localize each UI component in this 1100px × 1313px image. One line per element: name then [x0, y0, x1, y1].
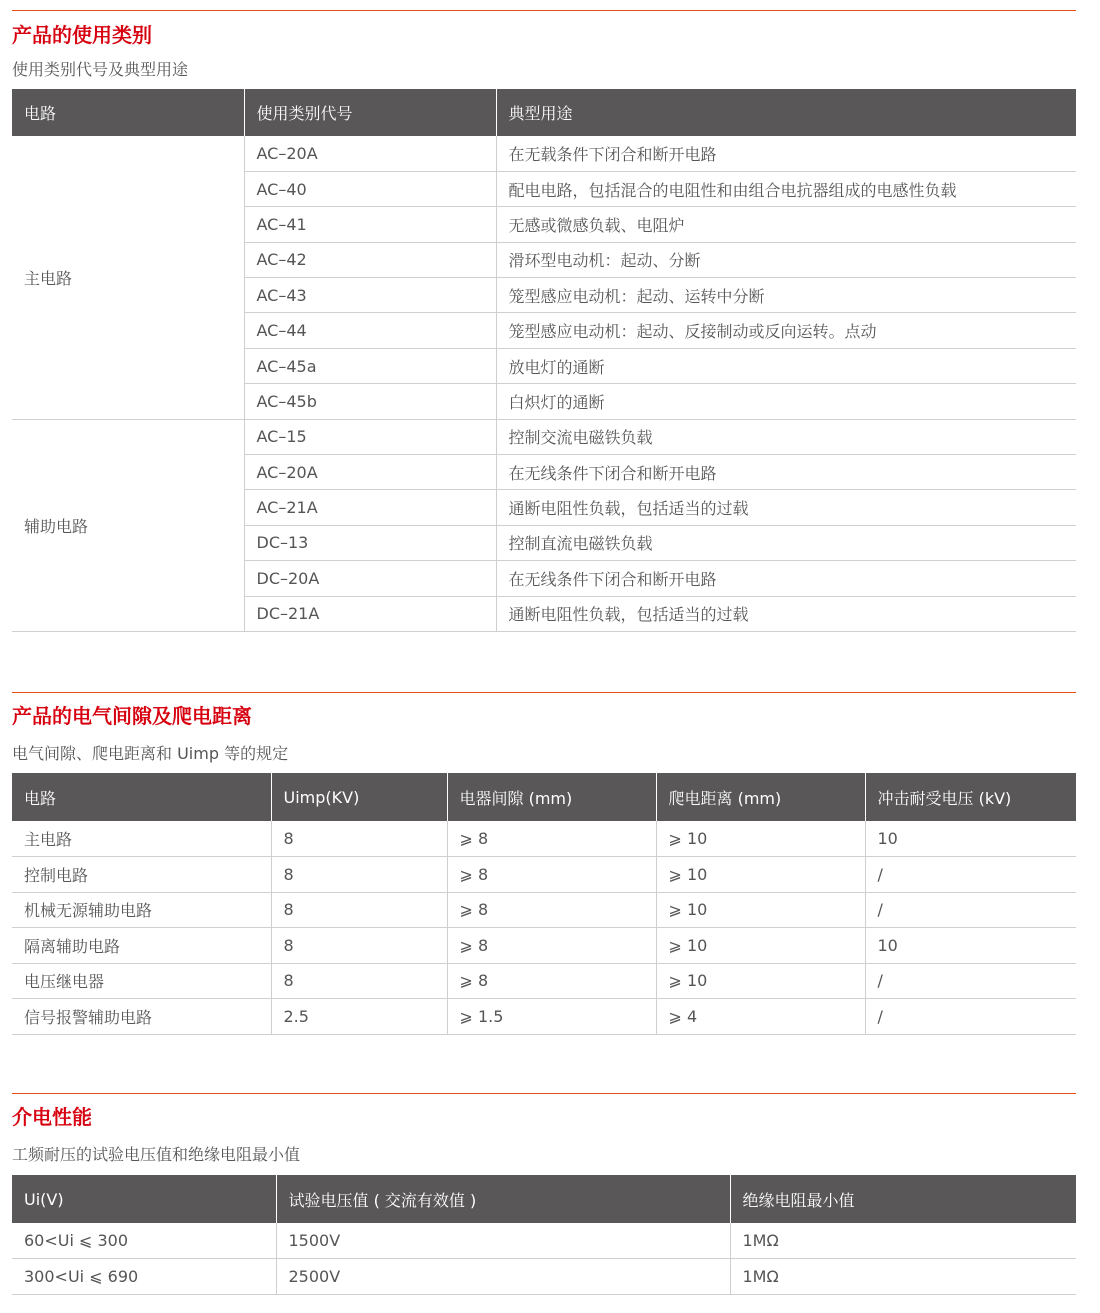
test-voltage-cell: 2500V [276, 1259, 730, 1295]
test-voltage-cell: 1500V [276, 1223, 730, 1259]
impulse-voltage-cell: / [865, 857, 1076, 893]
typical-use-cell: 在无载条件下闭合和断开电路 [496, 136, 1076, 171]
category-code-cell: AC–42 [244, 242, 496, 277]
category-code-cell: AC–40 [244, 171, 496, 206]
header-test-voltage: 试验电压值 ( 交流有效值 ) [276, 1175, 730, 1223]
clearance-table [12, 773, 1076, 1035]
impulse-voltage-cell: 10 [865, 928, 1076, 964]
typical-use-cell: 白炽灯的通断 [496, 384, 1076, 419]
header-impulse-voltage: 冲击耐受电压 (kV) [865, 773, 1076, 821]
category-code-cell: AC–15 [244, 419, 496, 454]
category-code-cell: AC–45a [244, 348, 496, 383]
category-code-cell: DC–21A [244, 596, 496, 631]
category-code-cell: DC–13 [244, 525, 496, 560]
category-code-cell: AC–41 [244, 207, 496, 242]
impulse-voltage-cell: / [865, 999, 1076, 1035]
creepage-cell: ⩾ 10 [656, 928, 865, 964]
section-divider [12, 1093, 1076, 1094]
circuit-cell: 信号报警辅助电路 [12, 999, 271, 1035]
typical-use-cell: 滑环型电动机：起动、分断 [496, 242, 1076, 277]
typical-use-cell: 配电电路，包括混合的电阻性和由组合电抗器组成的电感性负载 [496, 171, 1076, 206]
table-row [12, 821, 1076, 857]
table-header-row [12, 89, 1076, 136]
section-divider [12, 10, 1076, 11]
circuit-group-cell: 主电路 [12, 136, 244, 419]
table-row [12, 1223, 1076, 1259]
clearance-cell: ⩾ 8 [447, 963, 656, 999]
table-row [12, 999, 1076, 1035]
uimp-cell: 2.5 [271, 999, 447, 1035]
usage-section-title: 产品的使用类别 [12, 23, 152, 47]
min-insulation-resistance-cell: 1MΩ [730, 1259, 1076, 1295]
header-typical-use: 典型用途 [496, 89, 1076, 136]
category-code-cell: DC–20A [244, 561, 496, 596]
impulse-voltage-cell: / [865, 963, 1076, 999]
uimp-cell: 8 [271, 892, 447, 928]
circuit-cell: 电压继电器 [12, 963, 271, 999]
uimp-cell: 8 [271, 928, 447, 964]
category-code-cell: AC–43 [244, 278, 496, 313]
typical-use-cell: 在无线条件下闭合和断开电路 [496, 455, 1076, 490]
typical-use-cell: 通断电阻性负载，包括适当的过载 [496, 490, 1076, 525]
creepage-cell: ⩾ 10 [656, 892, 865, 928]
clearance-section-subtitle: 电气间隙、爬电距离和 Uimp 等的规定 [12, 744, 289, 763]
category-code-cell: AC–20A [244, 455, 496, 490]
circuit-cell: 机械无源辅助电路 [12, 892, 271, 928]
clearance-cell: ⩾ 8 [447, 928, 656, 964]
impulse-voltage-cell: / [865, 892, 1076, 928]
clearance-cell: ⩾ 8 [447, 857, 656, 893]
header-circuit: 电路 [12, 773, 271, 821]
clearance-cell: ⩾ 8 [447, 892, 656, 928]
table-header-row [12, 773, 1076, 821]
usage-category-table [12, 89, 1076, 632]
circuit-cell: 隔离辅助电路 [12, 928, 271, 964]
dielectric-section-title: 介电性能 [12, 1105, 92, 1129]
category-code-cell: AC–21A [244, 490, 496, 525]
table-row [12, 1259, 1076, 1295]
table-row [12, 136, 1076, 171]
creepage-cell: ⩾ 10 [656, 857, 865, 893]
dielectric-section-subtitle: 工频耐压的试验电压值和绝缘电阻最小值 [12, 1145, 301, 1164]
circuit-group-cell: 辅助电路 [12, 419, 244, 631]
circuit-cell: 主电路 [12, 821, 271, 857]
typical-use-cell: 笼型感应电动机：起动、反接制动或反向运转。点动 [496, 313, 1076, 348]
uimp-cell: 8 [271, 821, 447, 857]
uimp-cell: 8 [271, 857, 447, 893]
ui-cell: 300<Ui ⩽ 690 [12, 1259, 276, 1295]
creepage-cell: ⩾ 10 [656, 821, 865, 857]
header-clearance: 电器间隙 (mm) [447, 773, 656, 821]
table-row [12, 963, 1076, 999]
typical-use-cell: 放电灯的通断 [496, 348, 1076, 383]
table-row [12, 928, 1076, 964]
min-insulation-resistance-cell: 1MΩ [730, 1223, 1076, 1259]
dielectric-table [12, 1175, 1076, 1295]
clearance-section-title: 产品的电气间隙及爬电距离 [12, 704, 252, 728]
table-row [12, 857, 1076, 893]
category-code-cell: AC–44 [244, 313, 496, 348]
table-row [12, 892, 1076, 928]
table-row [12, 419, 1076, 454]
header-creepage: 爬电距离 (mm) [656, 773, 865, 821]
creepage-cell: ⩾ 10 [656, 963, 865, 999]
header-uimp: Uimp(KV) [271, 773, 447, 821]
uimp-cell: 8 [271, 963, 447, 999]
clearance-cell: ⩾ 1.5 [447, 999, 656, 1035]
usage-section-subtitle: 使用类别代号及典型用途 [12, 60, 189, 79]
circuit-cell: 控制电路 [12, 857, 271, 893]
table-header-row [12, 1175, 1076, 1223]
header-ui: Ui(V) [12, 1175, 276, 1223]
header-circuit: 电路 [12, 89, 244, 136]
ui-cell: 60<Ui ⩽ 300 [12, 1223, 276, 1259]
section-divider [12, 692, 1076, 693]
category-code-cell: AC–45b [244, 384, 496, 419]
typical-use-cell: 在无线条件下闭合和断开电路 [496, 561, 1076, 596]
category-code-cell: AC–20A [244, 136, 496, 171]
typical-use-cell: 控制交流电磁铁负载 [496, 419, 1076, 454]
typical-use-cell: 控制直流电磁铁负载 [496, 525, 1076, 560]
typical-use-cell: 无感或微感负载、电阻炉 [496, 207, 1076, 242]
impulse-voltage-cell: 10 [865, 821, 1076, 857]
header-min-insulation-resistance: 绝缘电阻最小值 [730, 1175, 1076, 1223]
typical-use-cell: 笼型感应电动机：起动、运转中分断 [496, 278, 1076, 313]
creepage-cell: ⩾ 4 [656, 999, 865, 1035]
clearance-cell: ⩾ 8 [447, 821, 656, 857]
header-category-code: 使用类别代号 [244, 89, 496, 136]
typical-use-cell: 通断电阻性负载，包括适当的过载 [496, 596, 1076, 631]
